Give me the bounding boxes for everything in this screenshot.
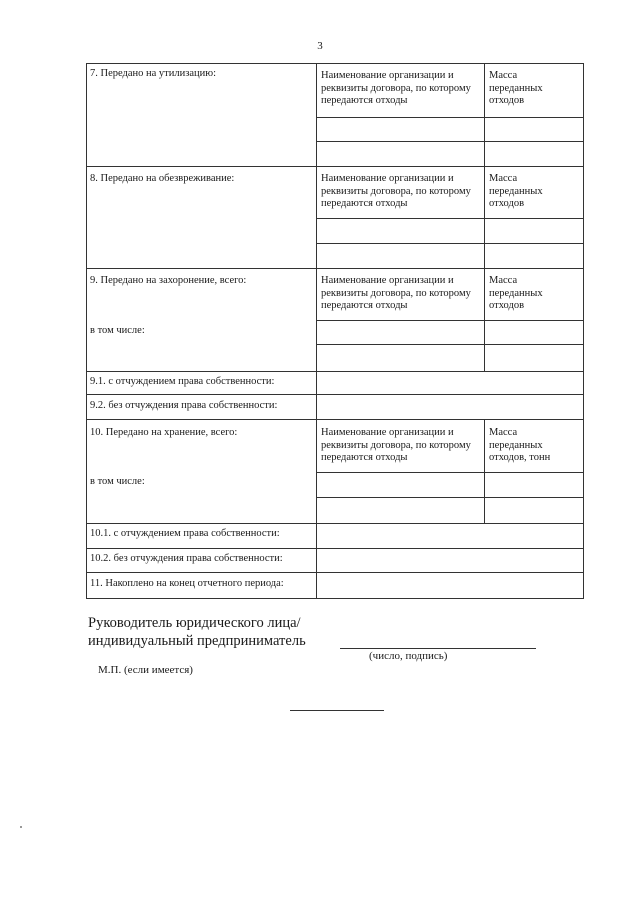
row-9-label: 9. Передано на захоронение, всего: (90, 275, 247, 286)
row-7-org-header: Наименование организации и реквизиты договора, по которому передаются отходы (321, 70, 471, 106)
row-10-mass-header: Масса переданных отходов, тонн (489, 427, 551, 463)
signature-caption: (число, подпись) (369, 650, 448, 662)
row-divider (86, 548, 584, 549)
cell-divider (316, 117, 584, 118)
row-10-org-header: Наименование организации и реквизиты договора, по которому передаются отходы (321, 427, 471, 463)
row-7-label: 7. Передано на утилизацию: (90, 68, 217, 79)
row-10-sublabel: в том числе: (90, 476, 145, 487)
signatory-title-line-1: Руководитель юридического лица/ (88, 615, 301, 631)
scan-speck (20, 826, 22, 828)
cell-divider (316, 243, 584, 244)
row-divider (86, 419, 584, 420)
row-10-2-label: 10.2. без отчуждения права собственности: (90, 553, 283, 564)
row-9-org-header: Наименование организации и реквизиты договора, по которому передаются отходы (321, 275, 471, 311)
row-10-label: 10. Передано на хранение, всего: (90, 427, 238, 438)
signature-line (340, 648, 536, 649)
row-divider (86, 371, 584, 372)
column-divider (484, 419, 485, 523)
column-divider (316, 63, 317, 599)
row-8-org-header: Наименование организации и реквизиты договора, по которому передаются отходы (321, 173, 471, 209)
row-11-label: 11. Накоплено на конец отчетного периода: (90, 578, 284, 589)
waste-transfer-table (86, 63, 584, 598)
closing-divider (290, 710, 384, 711)
column-divider (484, 63, 485, 166)
column-divider (484, 166, 485, 268)
row-9-1-label: 9.1. с отчуждением права собственности: (90, 376, 275, 387)
table-border-bottom (86, 598, 584, 599)
row-divider (86, 572, 584, 573)
row-8-label: 8. Передано на обезвреживание: (90, 173, 235, 184)
row-divider (86, 166, 584, 167)
cell-divider (316, 141, 584, 142)
page-number: 3 (317, 40, 323, 52)
table-border-left (86, 63, 87, 599)
row-divider (86, 523, 584, 524)
cell-divider (316, 472, 584, 473)
cell-divider (316, 497, 584, 498)
row-7-mass-header: Масса переданных отходов (489, 70, 543, 106)
table-border-right (583, 63, 584, 599)
row-8-mass-header: Масса переданных отходов (489, 173, 543, 209)
signatory-title (88, 614, 306, 650)
row-9-sublabel: в том числе: (90, 325, 145, 336)
cell-divider (316, 320, 584, 321)
stamp-note: М.П. (если имеется) (98, 664, 193, 676)
table-border-top (86, 63, 584, 64)
cell-divider (316, 218, 584, 219)
row-9-mass-header: Масса переданных отходов (489, 275, 543, 311)
row-divider (86, 268, 584, 269)
cell-divider (316, 344, 584, 345)
signatory-title-line-2: индивидуальный предприниматель (88, 633, 306, 649)
row-divider (86, 394, 584, 395)
row-10-1-label: 10.1. с отчуждением права собственности: (90, 528, 280, 539)
row-9-2-label: 9.2. без отчуждения права собственности: (90, 400, 278, 411)
